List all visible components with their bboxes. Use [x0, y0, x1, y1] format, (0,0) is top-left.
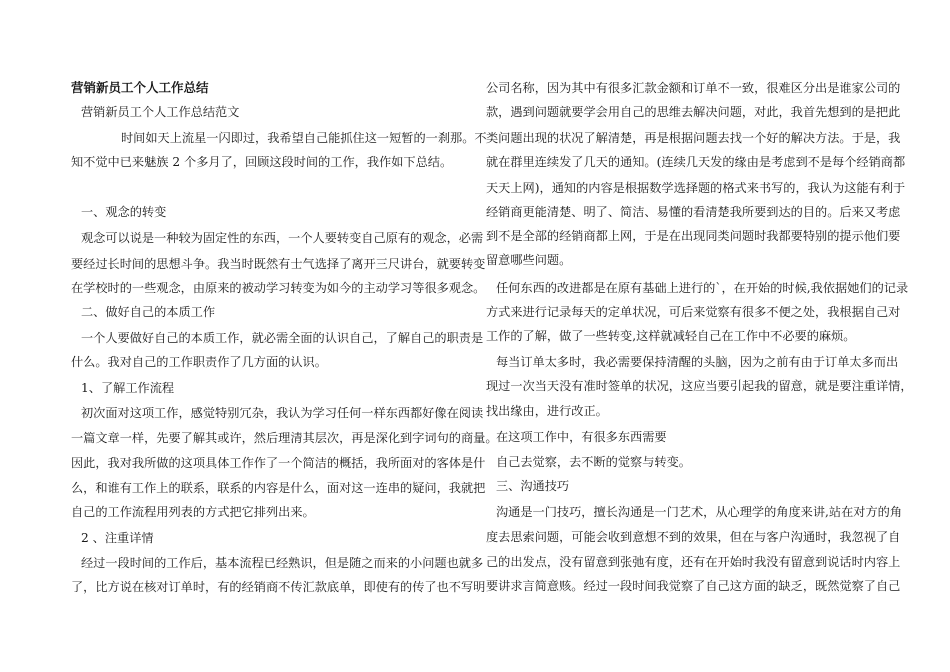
paragraph-line: 每当订单太多时，我必需要保持清醒的头脑，因为之前有由于订单太多而出: [496, 355, 899, 369]
paragraph-line: 就在群里连续发了几天的通知。(连续几天发的缘由是考虑到不是每个经销商都: [486, 155, 906, 169]
paragraph-line: 一个人要做好自己的本质工作，就必需全面的认识自己，了解自己的职责是: [81, 331, 484, 345]
paragraph-line: 天天上网)，通知的内容是根据数学选择题的格式来书写的，我认为这能有利于: [486, 181, 906, 195]
paragraph-line: 了，比方说在核对订单时，有的经销商不传汇款底单，即使有的传了也不写明: [71, 580, 486, 594]
paragraph-line: 度去思索问题，可能会收到意想不到的效果，但在与客户沟通时，我忽视了自: [486, 530, 901, 544]
paragraph-line: 时间如天上流星一闪即过，我希望自己能抓住这一短暂的一刹那。不: [121, 131, 487, 145]
section-heading: 三、沟通技巧: [496, 479, 570, 493]
paragraph-line: 经过一段时间的工作后，基本流程已经熟识，但是随之而来的小问题也就多: [81, 556, 484, 570]
subsection-heading: 1、了解工作流程: [81, 381, 175, 395]
paragraph-line: 任何东西的改进都是在原有基础上进行的`，在开始的时候,我依据她们的记录: [496, 281, 909, 295]
paragraph-line: 款，遇到问题就要学会用自己的思维去解决问题，对此，我首先想到的是把此: [486, 105, 901, 119]
paragraph-line: 找出缘由，进行改正。: [486, 404, 608, 418]
section-heading: 二、做好自己的本质工作: [81, 305, 216, 319]
paragraph-line: 公司名称，因为其中有很多汇款金额和订单不一致，很难区分出是谁家公司的: [486, 81, 901, 95]
paragraph-line: 方式来进行记录每天的定单状况，可后来觉察有很多不便之处，我根据自己对: [486, 305, 901, 319]
paragraph-line: 工作的了解，做了一些转变,这样就减轻自己在工作中不必要的麻烦。: [486, 329, 856, 343]
subtitle-line: 营销新员工个人工作总结范文: [81, 105, 240, 119]
paragraph-line: 什么。我对自己的工作职责作了几方面的认识。: [71, 355, 327, 369]
paragraph-line: 知不觉中已来魅族 2 个多月了，回顾这段时间的工作，我作如下总结。: [71, 155, 453, 169]
paragraph-line: 一篇文章一样，先要了解其或许，然后理清其层次，再是深化到字词句的商量。: [71, 431, 498, 445]
paragraph-line: 在学校时的一些观念，由原来的被动学习转变为如今的主动学习等很多观念。: [71, 281, 486, 295]
paragraph-line: 己的出发点，没有留意到张弛有度，还有在开始时我没有留意到说话时内容上: [486, 555, 901, 569]
paragraph-line: 现过一次当天没有准时签单的状况，这应当要引起我的留意，就是要注重详情，: [486, 379, 913, 393]
paragraph-line: 沟通是一门技巧，擅长沟通是一门艺术，从心理学的角度来讲,站在对方的角: [496, 505, 903, 519]
section-heading: 一、观念的转变: [81, 205, 167, 219]
paragraph-line: 自己的工作流程用列表的方式把它排列出来。: [71, 505, 315, 519]
paragraph-line: 初次面对这项工作，感觉特别冗杂，我认为学习任何一样东西都好像在阅读: [81, 406, 484, 420]
paragraph-line: 自己去觉察，去不断的觉察与转变。: [496, 455, 691, 469]
paragraph-line: 类问题出现的状况了解清楚，再是根据问题去找一个好的解决方法。于是，我: [486, 131, 901, 145]
document-title: 营销新员工个人工作总结: [71, 80, 209, 95]
subsection-heading: 2 、注重详情: [81, 531, 154, 545]
paragraph-line: 么，和谁有工作上的联系，联系的内容是什么，面对这一连串的疑问，我就把: [71, 481, 486, 495]
paragraph-line: 因此，我对我所做的这项具体工作作了一个简洁的概括，我所面对的客体是什: [71, 456, 486, 470]
paragraph-line: 到不是全部的经销商都上网，于是在出现同类问题时我都要特别的提示他们要: [486, 229, 901, 243]
paragraph-line: 在这项工作中，有很多东西需要: [496, 430, 667, 444]
paragraph-line: 要经过长时间的思想斗争。我当时既然有士气选择了离开三尺讲台，就要转变: [71, 257, 486, 271]
paragraph-line: 经销商更能清楚、明了、简洁、易懂的看清楚我所要到达的目的。后来又考虑: [486, 205, 901, 219]
paragraph-line: 观念可以说是一种较为固定性的东西，一个人要转变自己原有的观念，必需: [81, 231, 484, 245]
paragraph-line: 要讲求言简意赅。经过一段时间我觉察了自己这方面的缺乏，既然觉察了自己: [486, 579, 901, 593]
paragraph-line: 留意哪些问题。: [486, 253, 572, 267]
